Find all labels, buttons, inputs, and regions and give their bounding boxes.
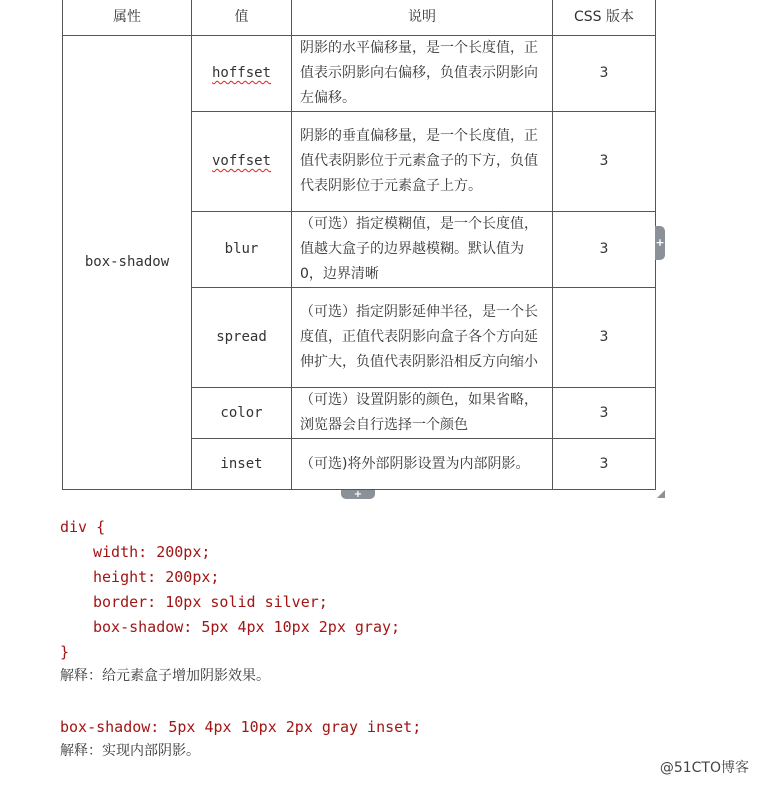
value-cell [192, 36, 292, 112]
header-description: 说明 [292, 0, 553, 36]
add-column-handle[interactable]: + [655, 226, 665, 260]
value-cell: color [192, 388, 292, 439]
code1-open: div { [60, 518, 106, 536]
watermark: @51CTO博客 [659, 760, 749, 776]
description-cell: （可选）指定模糊值，是一个长度值，值越大盒子的边界越模糊。默认值为 0，边界清晰 [292, 212, 553, 288]
version-cell: 3 [553, 112, 656, 212]
version-cell: 3 [553, 388, 656, 439]
code1-line-box-shadow: box-shadow: 5px 4px 10px 2px gray; [93, 618, 401, 636]
code2: box-shadow: 5px 4px 10px 2px gray inset; [60, 718, 422, 736]
version-cell: 3 [553, 288, 656, 388]
description-cell: 阴影的水平偏移量，是一个长度值，正值表示阴影向右偏移，负值表示阴影向左偏移。 [292, 36, 553, 112]
table-row [63, 36, 656, 112]
description-cell: （可选）设置阴影的颜色，如果省略，浏览器会自行选择一个颜色 [292, 388, 553, 439]
table-resize-handle[interactable] [657, 490, 665, 498]
note1: 解释：给元素盒子增加阴影效果。 [60, 668, 270, 684]
header-css-version: CSS 版本 [553, 0, 656, 36]
add-row-handle[interactable]: + [341, 490, 375, 499]
code1-line-width: width: 200px; [93, 543, 211, 561]
description-cell: （可选）指定阴影延伸半径，是一个长度值，正值代表阴影向盒子各个方向延伸扩大，负值代表阴影沿相反方向缩小 [292, 288, 553, 388]
description-cell: （可选)将外部阴影设置为内部阴影。 [292, 439, 553, 490]
value-cell [192, 112, 292, 212]
value-cell: inset [192, 439, 292, 490]
property-cell: box-shadow [63, 36, 192, 490]
version-cell: 3 [553, 212, 656, 288]
note2: 解释：实现内部阴影。 [60, 743, 200, 759]
version-cell: 3 [553, 36, 656, 112]
value-cell: spread [192, 288, 292, 388]
value-text: hoffset [211, 65, 271, 81]
header-property: 属性 [63, 0, 192, 36]
description-cell: 阴影的垂直偏移量，是一个长度值，正值代表阴影位于元素盒子的下方，负值代表阴影位于元素盒子上方。 [292, 112, 553, 212]
code1-close: } [60, 643, 70, 661]
code1-line-height: height: 200px; [93, 568, 220, 586]
header-value: 值 [192, 0, 292, 36]
property-table [62, 0, 656, 490]
code1-line-border: border: 10px solid silver; [93, 593, 328, 611]
table-header-row [63, 0, 656, 36]
value-text: voffset [211, 153, 271, 169]
version-cell: 3 [553, 439, 656, 490]
value-cell: blur [192, 212, 292, 288]
